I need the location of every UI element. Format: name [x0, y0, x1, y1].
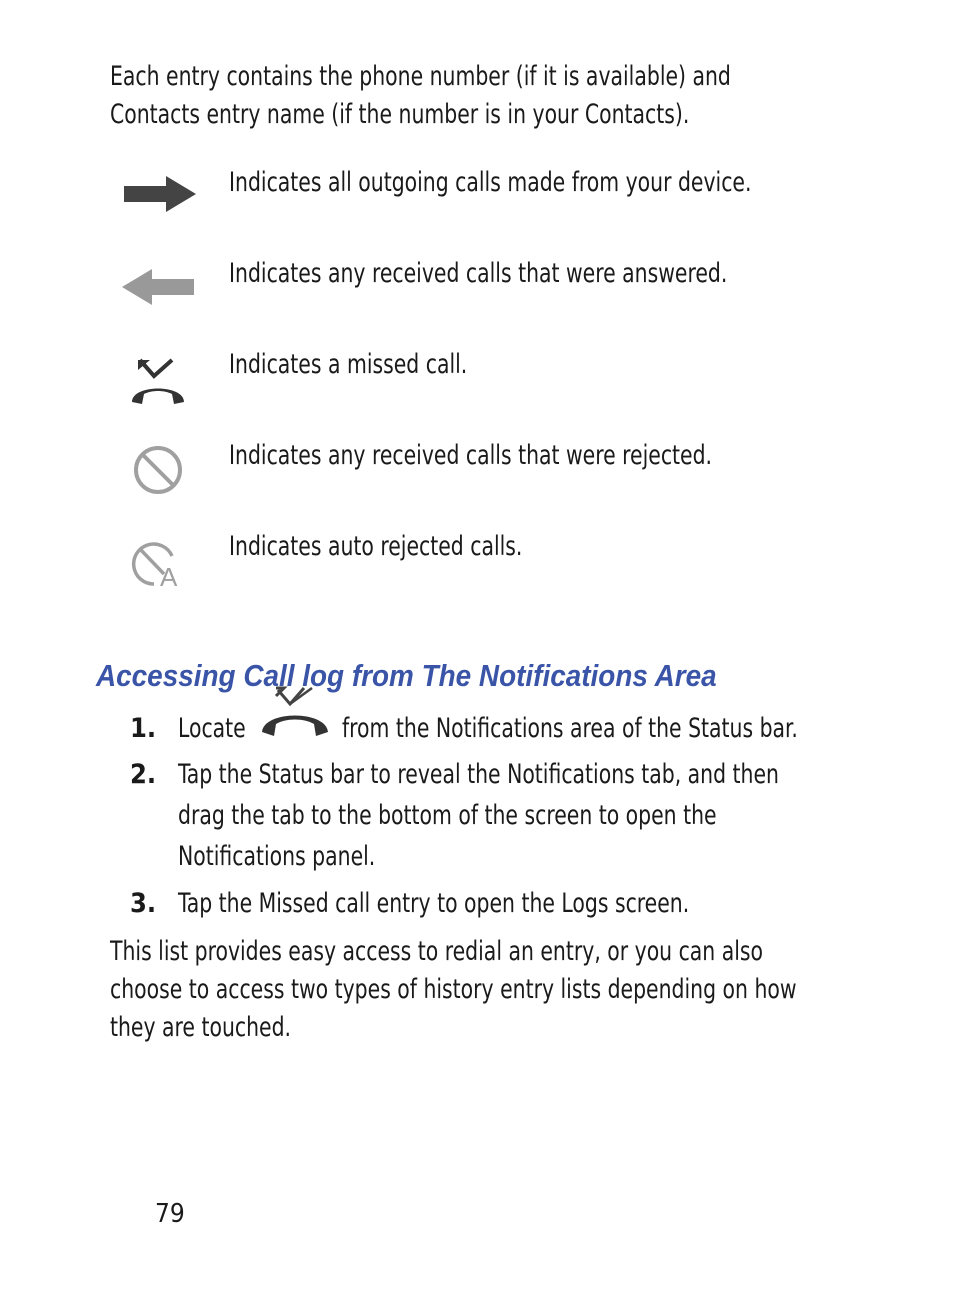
step-2	[130, 754, 870, 879]
step-number: 3.	[130, 888, 157, 919]
closing-paragraph	[110, 933, 927, 1047]
legend-row-missed	[120, 348, 880, 408]
step-1	[130, 708, 870, 753]
legend-text: Indicates all outgoing calls made from your device.	[229, 167, 752, 198]
missed-call-icon	[120, 348, 200, 408]
step-text: Tap the Status bar to reveal the Notifications tab, and then	[178, 759, 779, 790]
outgoing-call-arrow-icon	[120, 166, 200, 226]
step-3	[130, 883, 870, 924]
step-number: 2.	[130, 759, 157, 790]
legend-row-received	[120, 257, 880, 317]
page-number: 79	[155, 1199, 185, 1229]
legend-text: Indicates any received calls that were rejected.	[229, 440, 713, 471]
legend-row-outgoing	[120, 166, 880, 226]
section-heading: Accessing Call log from The Notifications Area	[96, 658, 717, 693]
legend-row-rejected	[120, 439, 880, 499]
legend-text: Indicates any received calls that were answered.	[229, 258, 728, 289]
step-text: Locate	[178, 713, 246, 744]
step-text: Tap the Missed call entry to open the Logs screen.	[178, 888, 690, 919]
auto-label: A	[160, 562, 178, 590]
closing-line: they are touched.	[110, 1012, 292, 1043]
closing-line: choose to access two types of history entry lists depending on how	[110, 974, 797, 1005]
legend-row-auto-rejected	[120, 530, 880, 590]
step-text: drag the tab to the bottom of the screen to open the	[178, 800, 717, 831]
missed-call-notification-icon	[260, 684, 330, 740]
legend-text: Indicates auto rejected calls.	[229, 531, 523, 562]
received-call-arrow-icon	[120, 257, 200, 317]
intro-paragraph	[110, 58, 849, 134]
step-text: Notifications panel.	[178, 841, 376, 872]
rejected-call-icon	[120, 439, 200, 499]
step-number: 1.	[130, 713, 157, 744]
intro-line: Contacts entry name (if the number is in your Contacts).	[110, 99, 690, 130]
step-text: from the Notifications area of the Status bar.	[342, 713, 798, 744]
intro-line: Each entry contains the phone number (if it is available) and	[110, 61, 731, 92]
closing-line: This list provides easy access to redial an entry, or you can also	[110, 936, 764, 967]
legend-text: Indicates a missed call.	[229, 349, 468, 380]
auto-rejected-call-icon	[120, 530, 200, 590]
